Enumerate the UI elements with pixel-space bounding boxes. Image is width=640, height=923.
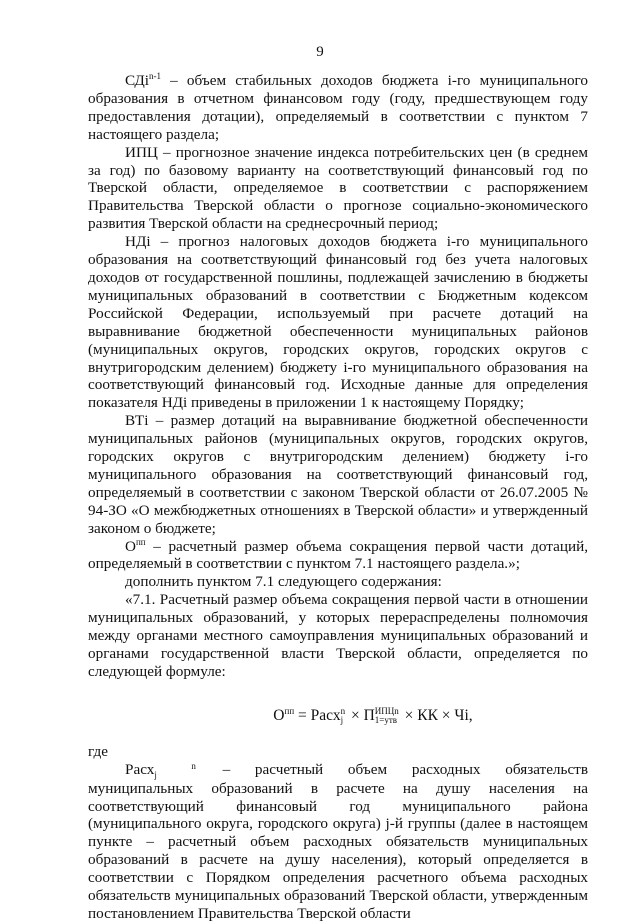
- formula-lhs: О: [273, 706, 285, 724]
- superscript: пп: [135, 536, 146, 547]
- symbol: СДi: [125, 72, 149, 89]
- formula-product-bottom: 1=утв: [374, 715, 398, 726]
- symbol-sub: j: [154, 769, 157, 780]
- definition-opp: [88, 538, 588, 574]
- symbol: ИПЦ: [125, 143, 158, 161]
- symbol: Расх: [125, 761, 155, 779]
- symbol-sup: n: [191, 760, 196, 771]
- definition-ndi: [88, 233, 588, 412]
- definition-sdi: [88, 72, 588, 144]
- formula-rasx: Расх: [310, 706, 341, 724]
- symbol: ВТi: [125, 412, 149, 430]
- definition-text: – прогнозное значение индекса потребительских цен (в среднем за год) по базовому варианту на соответствующий финансовый год по Тверской области, определяемое в соответствии с распоряжением Правительства Тверской области о прогнозе социально-экономического развития Тверской области на среднесрочный период;: [88, 143, 588, 233]
- definition-ipc: [88, 144, 588, 234]
- definition-text: – расчетный объем расходных обязательств муниципальных образований в расчете на душу населения на соответствующий финансовый год муниципального района (муниципального округа, городского округа) j-й группы (далее в настоящем пункте – расчетный объем расходных обязательств муниципальных образований в расчете на душу населения), который определяется в соответствии с Порядком определения расчетного объема расходных обязательств муниципальных образований Тверской области, утвержденным постановлением Правительства Тверской области: [88, 761, 588, 923]
- formula-tail: × КК × Чi,: [400, 706, 473, 724]
- formula-rasx-indices: [341, 707, 346, 725]
- definition-text: – размер дотаций на выравнивание бюджетной обеспеченности муниципальных районов (муниципальных округов, городских округов, городских округов с внутригородским делением) бюджету i-го муниципального образования на соответствующий финансовый год, определяемый в соответствии с законом Тверской области от 26.07.2005 № 94-ЗО «О межбюджетных отношениях в Тверской области» и утвержденный законом о бюджете;: [88, 412, 588, 537]
- formula: [158, 707, 588, 725]
- clause-7-1: «7.1. Расчетный размер объема сокращения первой части в отношении муниципальных образований, у которых перераспределены полномочия между органами местного самоуправления муниципальных образований и органами государственной власти Тверской области, определяется по следующей формуле:: [88, 591, 588, 680]
- amendment-intro: дополнить пунктом 7.1 следующего содержания:: [125, 573, 442, 591]
- formula-product: × П: [347, 706, 375, 724]
- formula-product-top: ИПЦn: [374, 706, 399, 717]
- document-body: [88, 72, 588, 923]
- definition-text: – расчетный размер объема сокращения первой части дотаций, определяемый в соответствии с пунктом 7.1 настоящего раздела.»;: [88, 537, 588, 573]
- definition-text: – прогноз налоговых доходов бюджета i-го муниципального образования на соответствующий финансовый год без учета налоговых доходов от государственной пошлины, подлежащей зачислению в бюджеты муниципальных образований в соответствии с Бюджетным кодексом Российской Федерации, используемый при расчете дотаций на выравнивание бюджетной обеспеченности муниципальных районов (муниципальных округов, городских округов, городских округов с внутригородским делением) бюджету i-го муниципального образования на соответствующий финансовый год. Исходные данные для определения показателя НДi приведены в приложении 1 к настоящему Порядку;: [88, 233, 588, 412]
- formula-rasx-sub: j: [340, 715, 344, 726]
- formula-equals: =: [294, 706, 311, 724]
- symbol-indices: [154, 762, 196, 780]
- symbol: НДi: [125, 233, 151, 251]
- formula-rasx-sup: n: [340, 706, 346, 717]
- superscript: n-1: [148, 70, 161, 81]
- definition-rasx: [88, 761, 588, 923]
- formula-product-limits: [375, 707, 399, 725]
- definition-vti: [88, 412, 588, 537]
- symbol: О: [125, 537, 136, 555]
- formula-lhs-sup: пп: [284, 705, 295, 716]
- where-label: где: [88, 743, 108, 761]
- page-number: 9: [316, 44, 324, 60]
- definition-text: – объем стабильных доходов бюджета i-го муниципального образования в отчетном финансовом году (году, предшествующем году предоставления дотации), определяемый в соответствии с пунктом 7 настоящего раздела;: [88, 72, 588, 143]
